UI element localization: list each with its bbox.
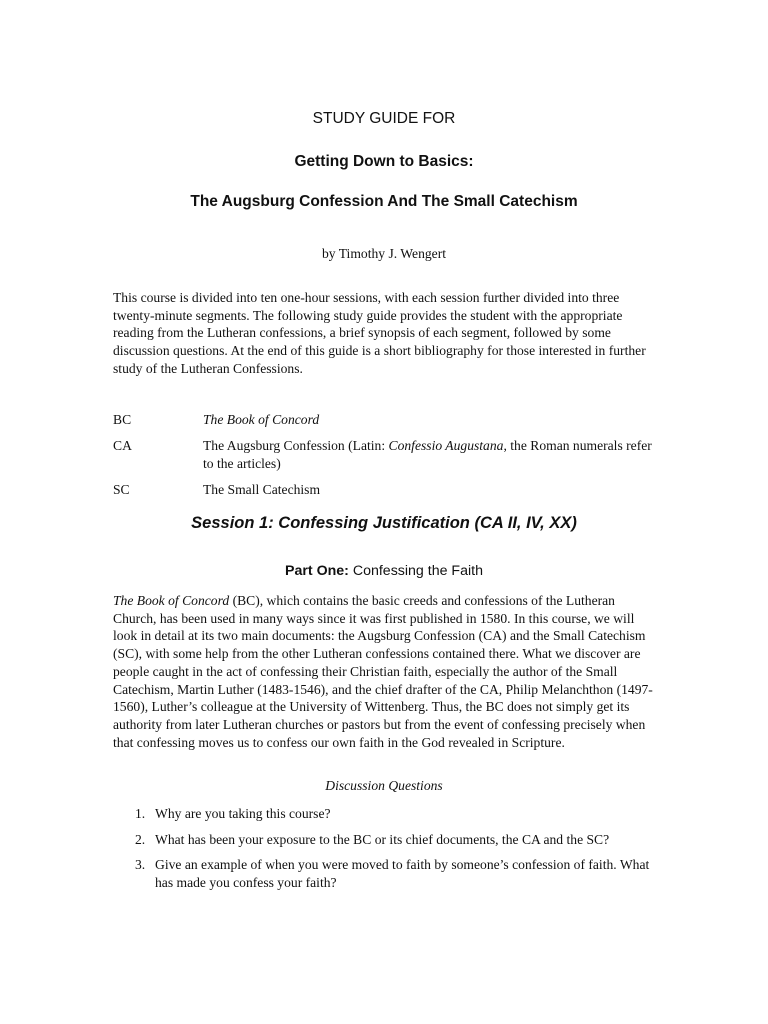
abbreviation-list [113,411,653,507]
abbreviation-key: SC [113,482,130,497]
question-text: What has been your exposure to the BC or its chief documents, the CA and the SC? [155,831,610,847]
list-item [113,856,653,891]
study-guide-heading: STUDY GUIDE FOR [312,110,456,127]
abbreviation-row [113,481,653,499]
abbreviation-value: The Small Catechism [203,482,321,497]
question-text: Why are you taking this course? [155,806,331,821]
part-title: Confessing the Faith [348,563,483,579]
question-number: 1. [135,806,146,821]
question-number: 2. [135,831,146,847]
part-heading [0,563,768,579]
course-title: Getting Down to Basics: [294,153,474,170]
discussion-question-list [113,805,653,900]
part-label: Part One: [285,563,349,579]
intro-paragraph: This course is divided into ten one-hour sessions, with each session further divided into three twenty-minute segments. The following study guide provides the student with the appropriate reading from the Lutheran confessions, a brief synopsis of each segment, followed by some discussion questions. At the end of this guide is a short bibliography for those interested in further study of the Lutheran Confessions. [113,290,646,376]
list-item [113,805,653,823]
question-number: 3. [135,857,146,873]
abbreviation-value: The Book of Concord [203,412,320,427]
course-subtitle: The Augsburg Confession And The Small Catechism [190,193,578,210]
abbreviation-row [113,411,653,429]
question-text: Give an example of when you were moved to faith by someone’s confession of faith. What has made you confess your faith? [155,857,650,891]
abbreviation-key: CA [113,438,132,453]
abbreviation-key: BC [113,412,132,427]
session-body-paragraph: The Book of Concord (BC), which contains the basic creeds and confessions of the Lutheran Church, has been used in many ways since it was first published in 1580. In this course, we will look in detail at its two main documents: the Augsburg Confession (CA) and the Small Catechism (SC), with some help from the other Lutheran confessions contained there. What we discover are people caught in the act of confessing their Christian faith, especially the author of the Small Catechism, Martin Luther (1483-1546), and the chief drafter of the CA, Philip Melanchthon (1497-1560), Luther’s colleague at the University of Wittenberg. Thus, the BC does not simply get its authority from later Lutheran churches or pastors but from the event of confessing precisely when that confessing moves us to confess our own faith in the God revealed in Scripture. [113,593,653,750]
list-item [113,831,653,849]
session-heading: Session 1: Confessing Justification (CA II, IV, XX) [191,514,577,532]
discussion-questions-heading: Discussion Questions [325,778,443,793]
author-byline: by Timothy J. Wengert [321,246,447,261]
abbreviation-value: The Augsburg Confession (Latin: Confessio Augustana, the Roman numerals refer to the articles) [203,438,652,471]
abbreviation-row [113,437,653,473]
